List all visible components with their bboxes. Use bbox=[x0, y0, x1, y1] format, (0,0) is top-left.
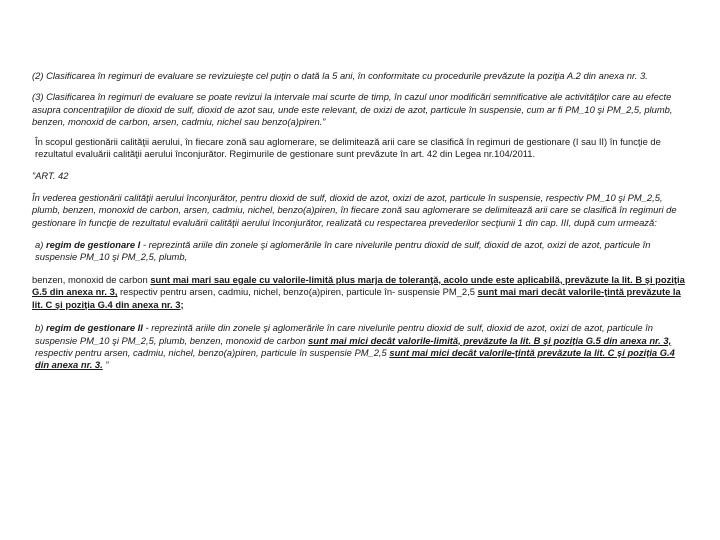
item-prefix: a) bbox=[35, 239, 46, 251]
list-item-regime-1 bbox=[32, 239, 686, 264]
regime-2-text: - reprezintă ariile din zonele şi aglomerările în care nivelurile pentru dioxid de sulf, dioxid de azot, oxizi de azot, particule în suspensie PM_10 şi PM_2,5, plumb, benzen, monoxid de carbon bbox=[35, 322, 654, 346]
article-heading: ”ART. 42 bbox=[32, 170, 69, 182]
regime-1-underline-limit: sunt mai mari sau egale cu valorile-limită plus marja de toleranţă, acolo unde este aplicabilă, prevăzute la lit. B şi poziţia G.5 din anexa nr. 3, bbox=[32, 273, 685, 298]
closing-quote: ” bbox=[102, 359, 109, 371]
regime-1-cont-mid: respectiv pentru arsen, cadmiu, nichel, benzo(a)piren, particule în- suspensie PM_2,5 bbox=[117, 286, 478, 298]
regime-1-cont-text: benzen, monoxid de carbon bbox=[32, 273, 151, 285]
regime-2-mid: respectiv pentru arsen, cadmiu, nichel, benzo(a)piren, particule în suspensie PM_2,5 bbox=[35, 346, 390, 358]
item-prefix: b) bbox=[35, 322, 46, 334]
regime-1-underline-target: sunt mai mari decât valorile-ţintă prevăzute la lit. C şi poziţia G.4 din anexa nr. 3; bbox=[32, 286, 681, 310]
paragraph-revision-5-years: (2) Clasificarea în regimuri de evaluare se revizuieşte cel puţin o dată la 5 ani, în conformitate cu procedurile prevăzute la poziţia A.2 din anexa nr. 3. bbox=[32, 70, 648, 81]
regime-2-underline-limit: sunt mai mici decât valorile-limită, prevăzute la lit. B şi poziţia G.5 din anexa nr. 3, bbox=[308, 334, 672, 346]
regime-1-title: regim de gestionare I bbox=[45, 239, 141, 251]
list-item-regime-1-continued bbox=[32, 274, 686, 311]
paragraph-article-42: În vederea gestionării calităţii aerului înconjurător, pentru dioxid de sulf, dioxid de azot, oxizi de azot, particule în suspensie, respectiv PM_10 şi PM_2,5, plumb, benzen, monoxid de carbon, arsen, cadmiu, nichel, benzo(a)piren, în fiecare zonă sau aglomerare se delimitează arii care se clasifică în regimuri de gestionare în funcţie de rezultatul evaluării calităţii aerului înconjurător, realizată cu respectarea prevederilor secţiunii 1 din cap. III, după cum urmează: bbox=[32, 191, 677, 228]
regime-1-text: - reprezintă ariile din zonele şi aglomerările în care nivelurile pentru dioxid de sulf, dioxid de azot, oxizi de azot, particule în suspensie PM_10 şi PM_2,5, plumb, bbox=[35, 239, 651, 263]
regime-2-underline-target: sunt mai mici decât valorile-ţintă prevăzute la lit. C şi poziţia G.4 din anexa nr. 3. bbox=[35, 346, 675, 371]
paragraph-management-scope: În scopul gestionării calităţii aerului, în fiecare zonă sau aglomerare, se delimitează arii care se clasifică în regimuri de gestionare (I sau II) în funcţie de rezultatul evaluării calităţii aerului înconjurător. Regimurile de gestionare sunt prevăzute în art. 42 din Legea nr.104/2011. bbox=[35, 135, 661, 160]
list-item-regime-2 bbox=[32, 322, 686, 372]
regime-2-title: regim de gestionare II bbox=[45, 322, 143, 334]
paragraph-revision-shorter-intervals: (3) Clasificarea în regimuri de evaluare se poate revizui la intervale mai scurte de timp, în cazul unor modificări semnificative ale activităţilor care au efecte asupra concentraţiilor de dioxid de sulf, dioxid de azot sau, unde este relevant, de oxizi de azot, particule în suspensie, cum ar fi PM_10 şi PM_2,5, plumb, benzen, monoxid de carbon, arsen, cadmiu, nichel sau benzo(a)piren.” bbox=[32, 91, 673, 128]
